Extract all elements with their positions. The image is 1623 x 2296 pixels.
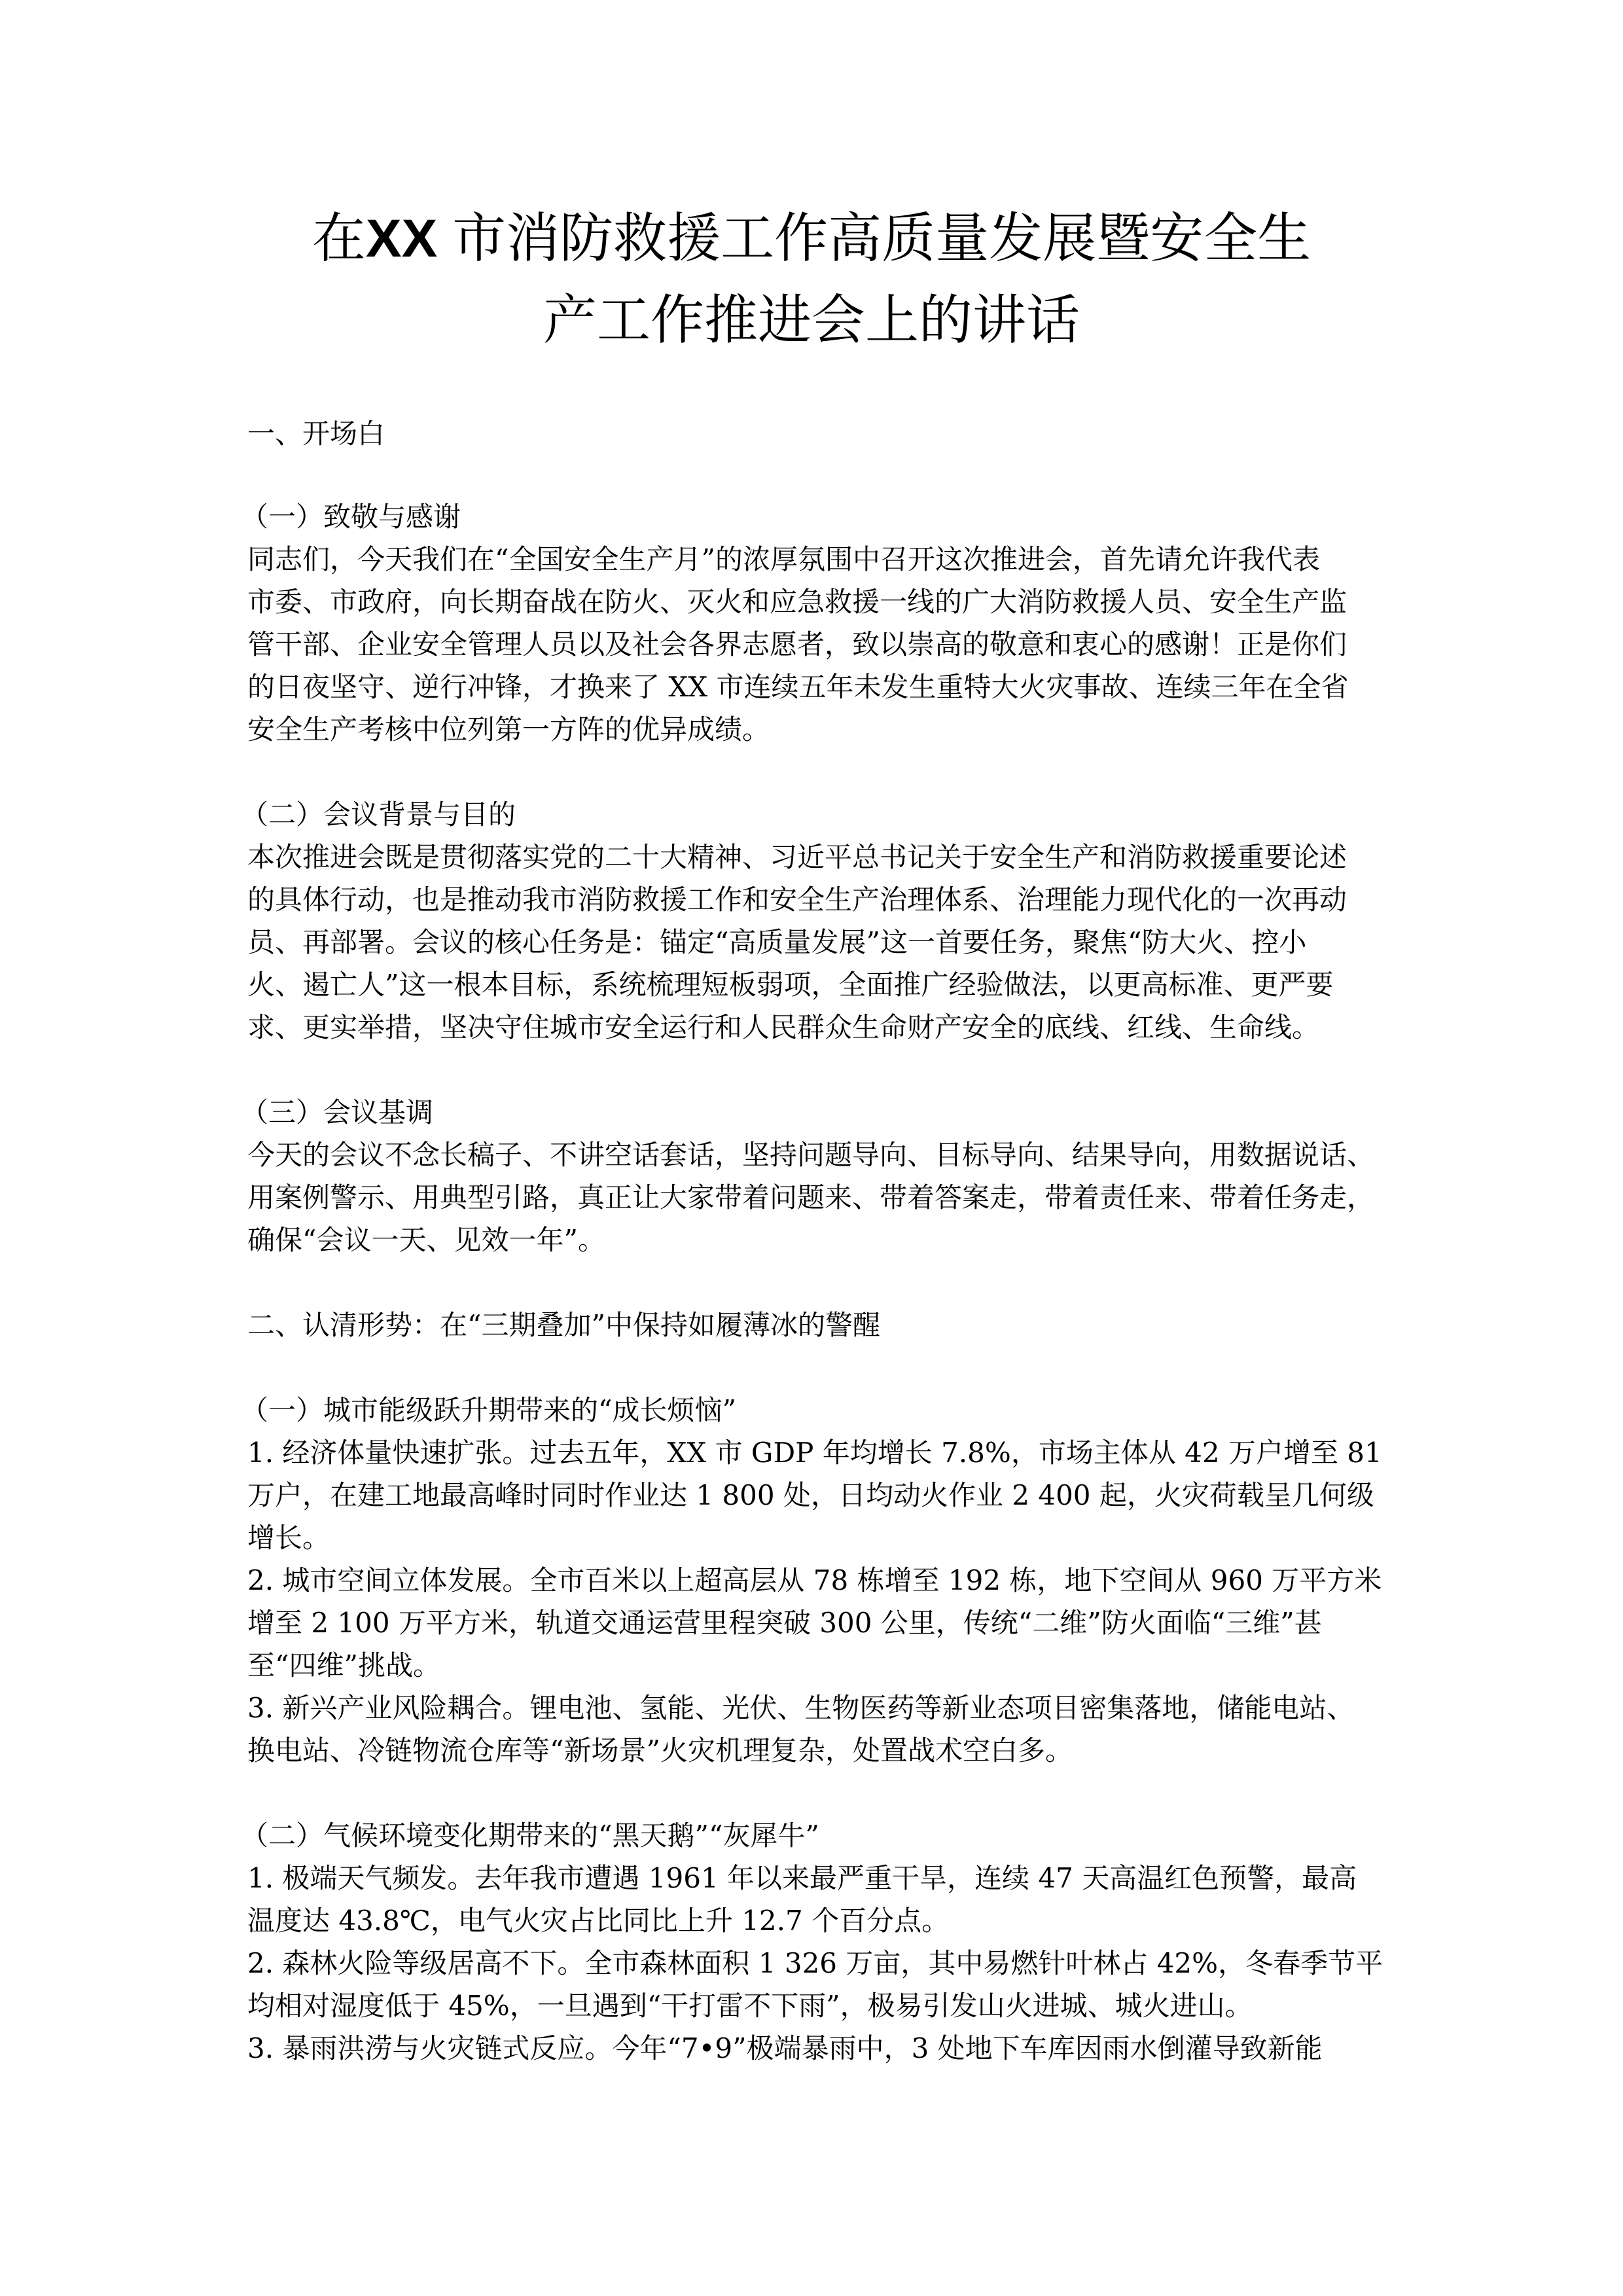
paragraph-line: 今天的会议不念长稿子、不讲空话套话，坚持问题导向、目标导向、结果导向，用数据说话、	[247, 1139, 1375, 1171]
paragraph-line: 确保“会议一天、见效一年”。	[247, 1224, 605, 1256]
list-item-line: 万户，在建工地最高峰时同时作业达 1 800 处，日均动火作业 2 400 起，火灾荷载呈几何级	[247, 1479, 1374, 1511]
paragraph-line: 管干部、企业安全管理人员以及社会各界志愿者，致以崇高的敬意和衷心的感谢！正是你们	[247, 628, 1347, 660]
document-title-line-2: 产工作推进会上的讲话	[543, 289, 1080, 351]
subsection-heading: （二）会议背景与目的	[241, 798, 516, 831]
paragraph-line: 的具体行动，也是推动我市消防救援工作和安全生产治理体系、治理能力现代化的一次再动	[247, 884, 1347, 916]
paragraph-line: 同志们，今天我们在“全国安全生产月”的浓厚氛围中召开这次推进会，首先请允许我代表	[247, 543, 1320, 575]
list-item-line: 1. 极端天气频发。去年我市遭遇 1961 年以来最严重干旱，连续 47 天高温红色预警，最高	[247, 1862, 1357, 1894]
list-item-line: 2. 城市空间立体发展。全市百米以上超高层从 78 栋增至 192 栋，地下空间从 960 万平方米	[247, 1564, 1382, 1596]
list-item-line: 3. 新兴产业风险耦合。锂电池、氢能、光伏、生物医药等新业态项目密集落地，储能电站、	[247, 1692, 1355, 1724]
paragraph-line: 市委、市政府，向长期奋战在防火、灭火和应急救援一线的广大消防救援人员、安全生产监	[247, 586, 1347, 618]
paragraph-line: 用案例警示、用典型引路，真正让大家带着问题来、带着答案走，带着责任来、带着任务走，	[247, 1181, 1375, 1213]
subsection-heading: （一）城市能级跃升期带来的“成长烦恼”	[241, 1394, 736, 1426]
paragraph-line: 火、遏亡人”这一根本目标，系统梳理短板弱项，全面推广经验做法，以更高标准、更严要	[247, 969, 1334, 1001]
paragraph-line: 求、更实举措，坚决守住城市安全运行和人民群众生命财产安全的底线、红线、生命线。	[247, 1011, 1320, 1043]
title-city-placeholder: XX	[365, 209, 453, 268]
paragraph-line: 的日夜坚守、逆行冲锋，才换来了 XX 市连续五年未发生重特大火灾事故、连续三年在全省	[247, 671, 1349, 703]
document-title-line-1: 在XX 市消防救援工作高质量发展暨安全生	[312, 207, 1311, 270]
list-item-line: 3. 暴雨洪涝与火灾链式反应。今年“7•9”极端暴雨中，3 处地下车库因雨水倒灌导致新能	[247, 2032, 1323, 2064]
paragraph-line: 安全生产考核中位列第一方阵的优异成绩。	[247, 713, 770, 745]
section-heading: 二、认清形势：在“三期叠加”中保持如履薄冰的警醒	[247, 1309, 880, 1341]
list-item-line: 温度达 43.8℃，电气火灾占比同比上升 12.7 个百分点。	[247, 1905, 950, 1937]
list-item-line: 1. 经济体量快速扩张。过去五年，XX 市 GDP 年均增长 7.8%，市场主体从 42 万户增至 81	[247, 1437, 1382, 1469]
section-heading: 一、开场白	[247, 418, 385, 450]
list-item-line: 增长。	[247, 1522, 330, 1554]
list-item-line: 2. 森林火险等级居高不下。全市森林面积 1 326 万亩，其中易燃针叶林占 42%，冬春季节平	[247, 1947, 1383, 1979]
list-item-line: 均相对湿度低于 45%，一旦遇到“干打雷不下雨”，极易引发山火进城、城火进山。	[247, 1990, 1253, 2022]
paragraph-line: 员、再部署。会议的核心任务是：锚定“高质量发展”这一首要任务，聚焦“防大火、控小	[247, 926, 1307, 958]
paragraph-line: 本次推进会既是贯彻落实党的二十大精神、习近平总书记关于安全生产和消防救援重要论述	[247, 841, 1347, 873]
subsection-heading: （一）致敬与感谢	[241, 501, 461, 533]
list-item-line: 换电站、冷链物流仓库等“新场景”火灾机理复杂，处置战术空白多。	[247, 1734, 1073, 1767]
subsection-heading: （三）会议基调	[241, 1096, 434, 1128]
subsection-heading: （二）气候环境变化期带来的“黑天鹅”“灰犀牛”	[241, 1820, 819, 1852]
list-item-line: 至“四维”挑战。	[247, 1649, 440, 1681]
list-item-line: 增至 2 100 万平方米，轨道交通运营里程突破 300 公里，传统“二维”防火面临“三维”甚	[247, 1607, 1322, 1639]
